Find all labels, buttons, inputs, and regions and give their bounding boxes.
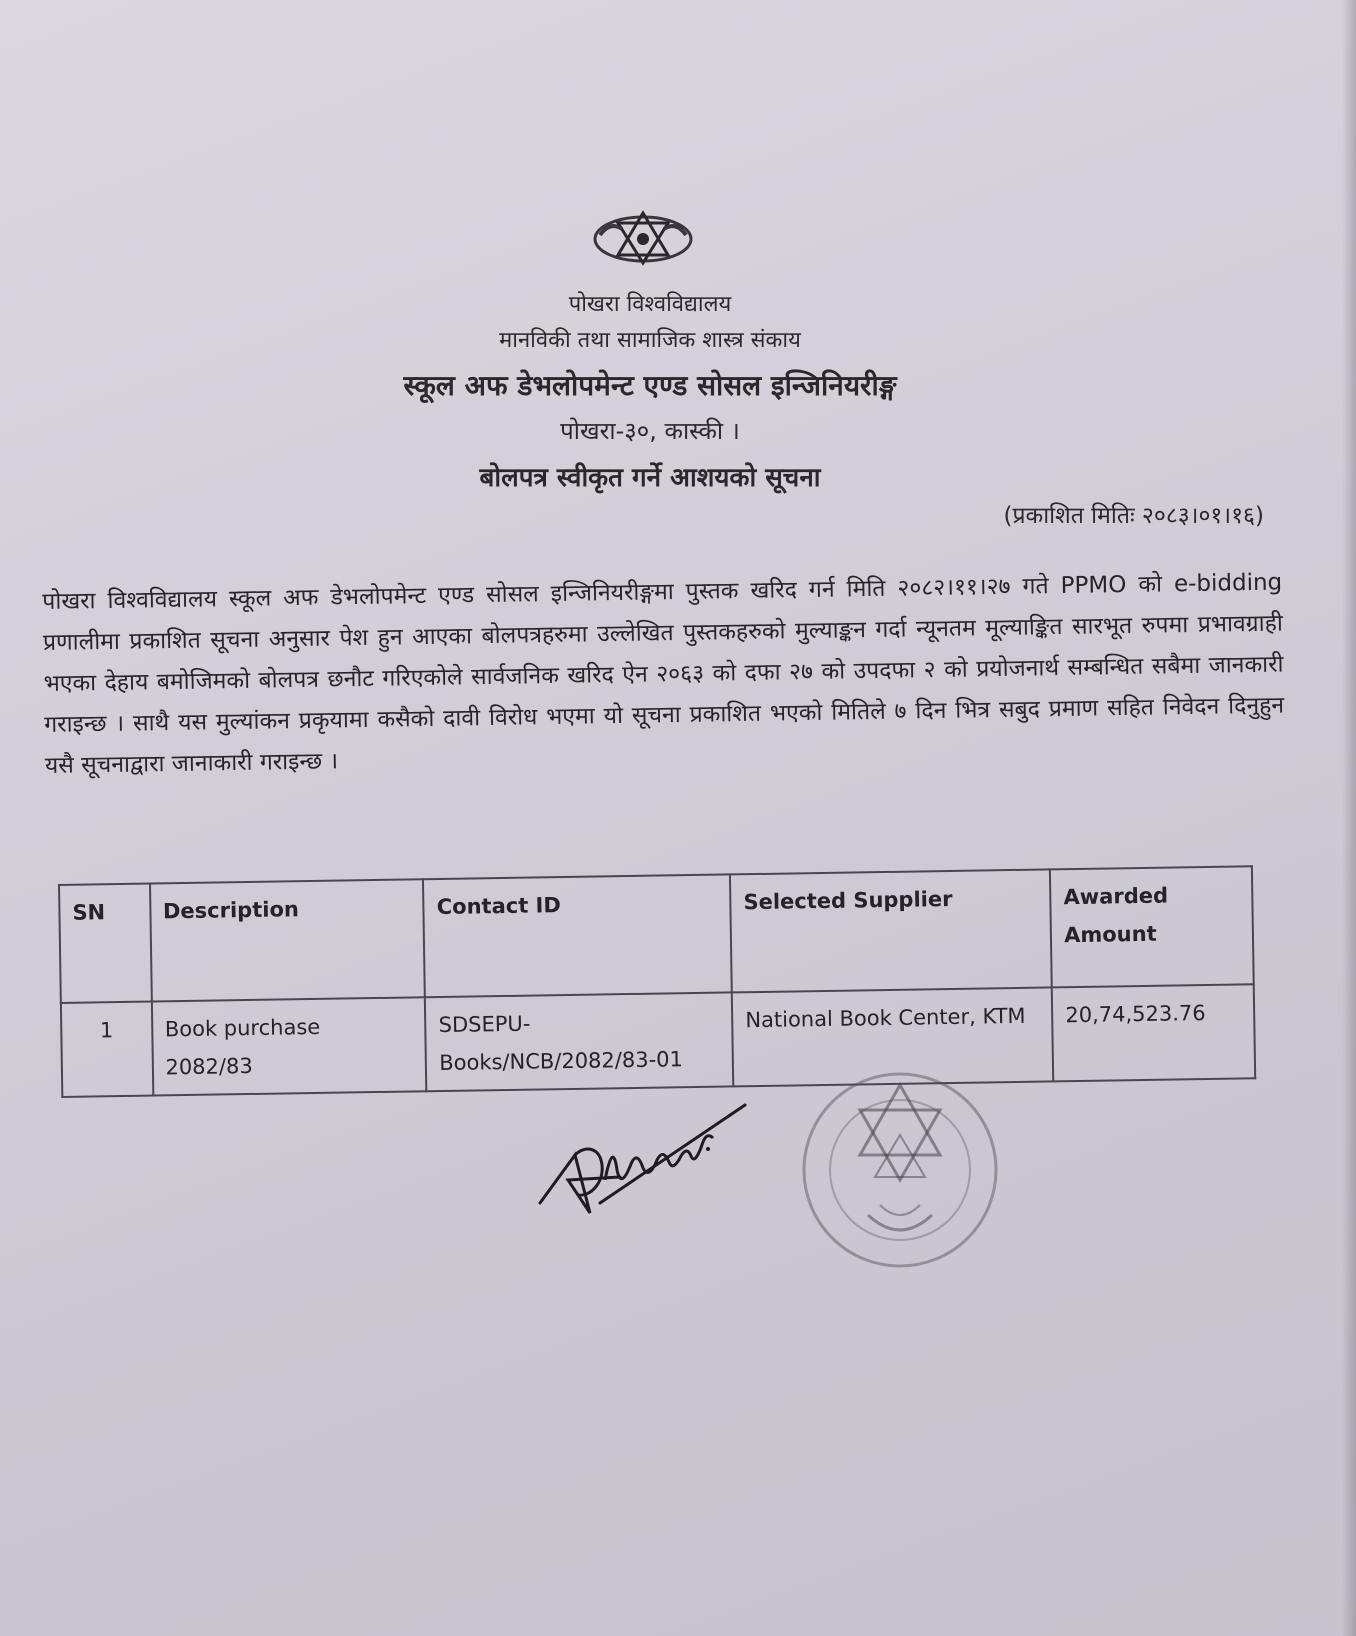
cell-description: Book purchase 2082/83	[151, 997, 426, 1095]
header-awarded-amount: Awarded Amount	[1050, 866, 1254, 987]
cell-contact-id: SDSEPU-Books/NCB/2082/83-01	[425, 992, 733, 1091]
school-name: स्कूल अफ डेभलोपमेन्ट एण्ड सोसल इन्जिनियरीङ्ग	[403, 369, 897, 402]
university-name: पोखरा विश्वविद्यालय	[568, 292, 732, 317]
published-date: (प्रकाशित मितिः २०८३।०१।१६)	[1003, 503, 1264, 529]
header-description: Description	[150, 879, 426, 1001]
notice-paragraph: पोखरा विश्वविद्यालय स्कूल अफ डेभलोपमेन्ट एण्ड सोसल इन्जिनियरीङ्गमा पुस्तक खरिद गर्न मिति २०८२।११।२७ गते PPMO को e-bidding प्रणालीमा प्रकाशित सूचना अनुसार पेश हुन आएका बोलपत्रहरुमा उल्लेखित पुस्तकहरुको मुल्याङ्कन गर्दा न्यूनतम मूल्याङ्कित सारभूत रुपमा प्रभावग्राही भएका देहाय बमोजिमको बोलपत्र छनौट गरिएकोले सार्वजनिक खरिद ऐन २०६३ को दफा २७ को उपदफा २ को प्रयोजनार्थ सम्बन्धित सबैमा जानकारी गराइन्छ । साथै यस मुल्यांकन प्रकृयामा कसैको दावी विरोध भएमा यो सूचना प्रकाशित भएको मितिले ७ दिन भित्र सबुद प्रमाण सहित निवेदन दिनुहुन यसै सूचनाद्वारा जानाकारी गराइन्छ ।	[42, 569, 1285, 779]
signature	[530, 1085, 770, 1235]
cell-sn: 1	[61, 1002, 153, 1097]
header-sn: SN	[59, 884, 151, 1003]
university-emblem-icon	[588, 205, 698, 269]
notice-title: बोलपत्र स्वीकृत गर्ने आशयको सूचना	[479, 463, 821, 493]
school-seal	[790, 1065, 1010, 1275]
table-row	[61, 984, 1255, 1097]
address: पोखरा-३०, कास्की ।	[560, 417, 740, 445]
header-selected-supplier: Selected Supplier	[730, 869, 1052, 992]
faculty-name: मानविकी तथा सामाजिक शास्त्र संकाय	[499, 328, 801, 353]
award-table	[58, 865, 1256, 1098]
cell-supplier: National Book Center, KTM	[732, 987, 1054, 1086]
table-header-row	[59, 866, 1254, 1003]
cell-amount: 20,74,523.76	[1052, 984, 1255, 1081]
header-contact-id: Contact ID	[423, 874, 732, 997]
